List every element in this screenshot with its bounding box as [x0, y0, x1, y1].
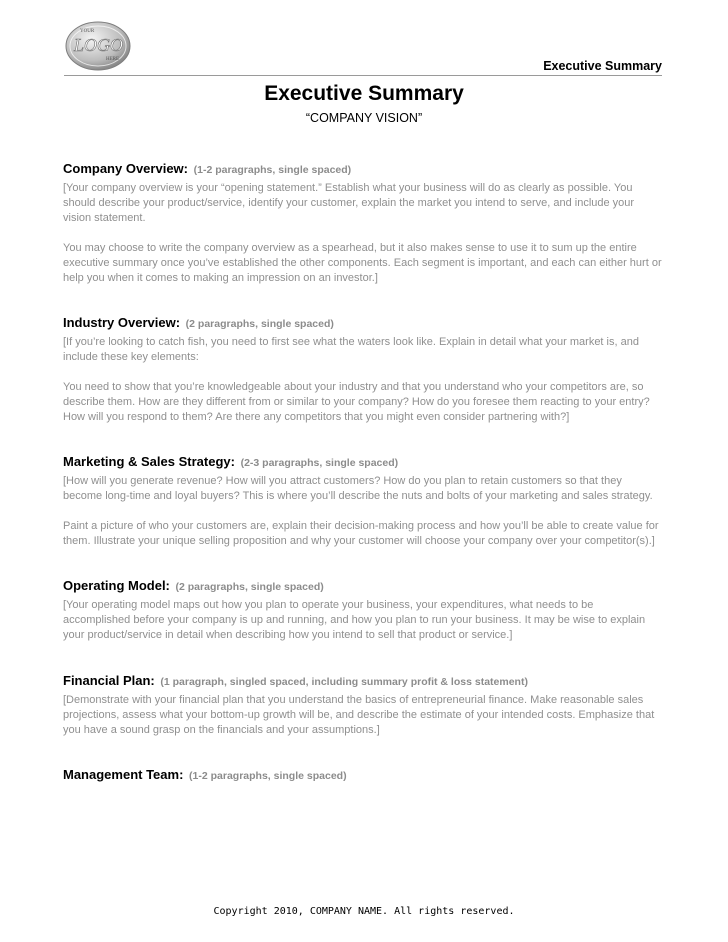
section-industry-overview [63, 315, 663, 425]
logo-text-bottom: HERE [106, 57, 120, 62]
section-title: Industry Overview: [63, 315, 181, 331]
section-title: Company Overview: [63, 161, 188, 176]
section-paragraph: [How will you generate revenue? How will you attract customers? How do you plan to retain customers so that they become long-time and loyal buyers? This is where you’ll describe the nuts and bolts of your marketing and sales strategy. [63, 475, 653, 503]
section-financial-plan [63, 673, 663, 739]
document-subtitle: “COMPANY VISION” [305, 111, 423, 125]
section-company-overview [63, 161, 663, 286]
section-note: (1-2 paragraphs, single spaced) [193, 164, 352, 176]
section-heading [63, 578, 663, 595]
section-paragraph: You may choose to write the company overview as a spearhead, but it also makes sense to use it to sum up the entire executive summary once you’ve established the other components. Each segment is important, and each can either hurt or help you when it comes to making an impression on an investor.] [63, 241, 662, 285]
section-marketing-sales-strategy [63, 454, 663, 549]
section-paragraph: [Demonstrate with your financial plan that you understand the basics of entrepreneurial finance. Make reasonable sales projections, assess what your bottom-up growth will be, and describe the estimate of your intended costs. Emphasize that you have a sound grasp on the financials and your assumptions.] [63, 693, 655, 737]
section-note: (2 paragraphs, single spaced) [175, 581, 324, 594]
section-heading [63, 315, 663, 332]
section-paragraph: You need to show that you’re knowledgeable about your industry and that you understand who your competitors are, so describe them. How are they different from or similar to your company? How do you foresee them reacting to your entry? How will you respond to them? Are there any competitors that you might even consider partnering with?] [63, 380, 650, 424]
section-heading [63, 454, 663, 471]
header-label: Executive Summary [543, 59, 662, 73]
section-title: Operating Model: [63, 578, 170, 594]
footer-copyright: Copyright 2010, COMPANY NAME. All rights reserved. [213, 906, 515, 917]
section-note: (2 paragraphs, single spaced) [185, 318, 334, 331]
section-title: Management Team: [63, 767, 184, 783]
document-title [0, 82, 728, 106]
section-paragraph: Paint a picture of who your customers are, explain their decision-making process and how you’ll be able to create value for them. Illustrate your unique selling proposition and why your customer will choose your company over your competitor(s).] [63, 519, 659, 547]
logo-text-top: YOUR [80, 29, 95, 34]
section-paragraph: [If you’re looking to catch fish, you need to first see what the waters look like. Explain in detail what your market is, and include these key elements: [63, 336, 639, 364]
logo-text-main: LOGO [74, 35, 124, 55]
header-divider [64, 75, 662, 76]
section-paragraph: [Your operating model maps out how you plan to operate your business, your expenditures, what needs to be accomplished before your company is up and running, and how you plan to run your business. It may be wise to explain your product/service in detail when describing how you intend to sell that product or service.] [63, 599, 646, 642]
section-note: (1 paragraph, singled spaced, including summary profit & loss statement) [160, 675, 528, 688]
section-paragraph: [Your company overview is your “opening statement.” Establish what your business will do as clearly as possible. You should describe your product/service, identify your customer, explain the market you intend to serve, and include your vision statement. [63, 182, 635, 225]
section-management-team [63, 767, 663, 784]
section-operating-model [63, 578, 663, 644]
section-note: (1-2 paragraphs, single spaced) [189, 770, 347, 783]
document-body [63, 161, 663, 784]
document-title-text: Executive Summary [264, 82, 464, 105]
section-heading [63, 673, 663, 690]
section-note: (2-3 paragraphs, single spaced) [240, 457, 399, 470]
section-title: Financial Plan: [63, 672, 155, 688]
company-logo [64, 20, 132, 72]
section-heading [63, 767, 663, 784]
section-heading [63, 161, 663, 178]
section-title: Marketing & Sales Strategy: [63, 454, 235, 470]
